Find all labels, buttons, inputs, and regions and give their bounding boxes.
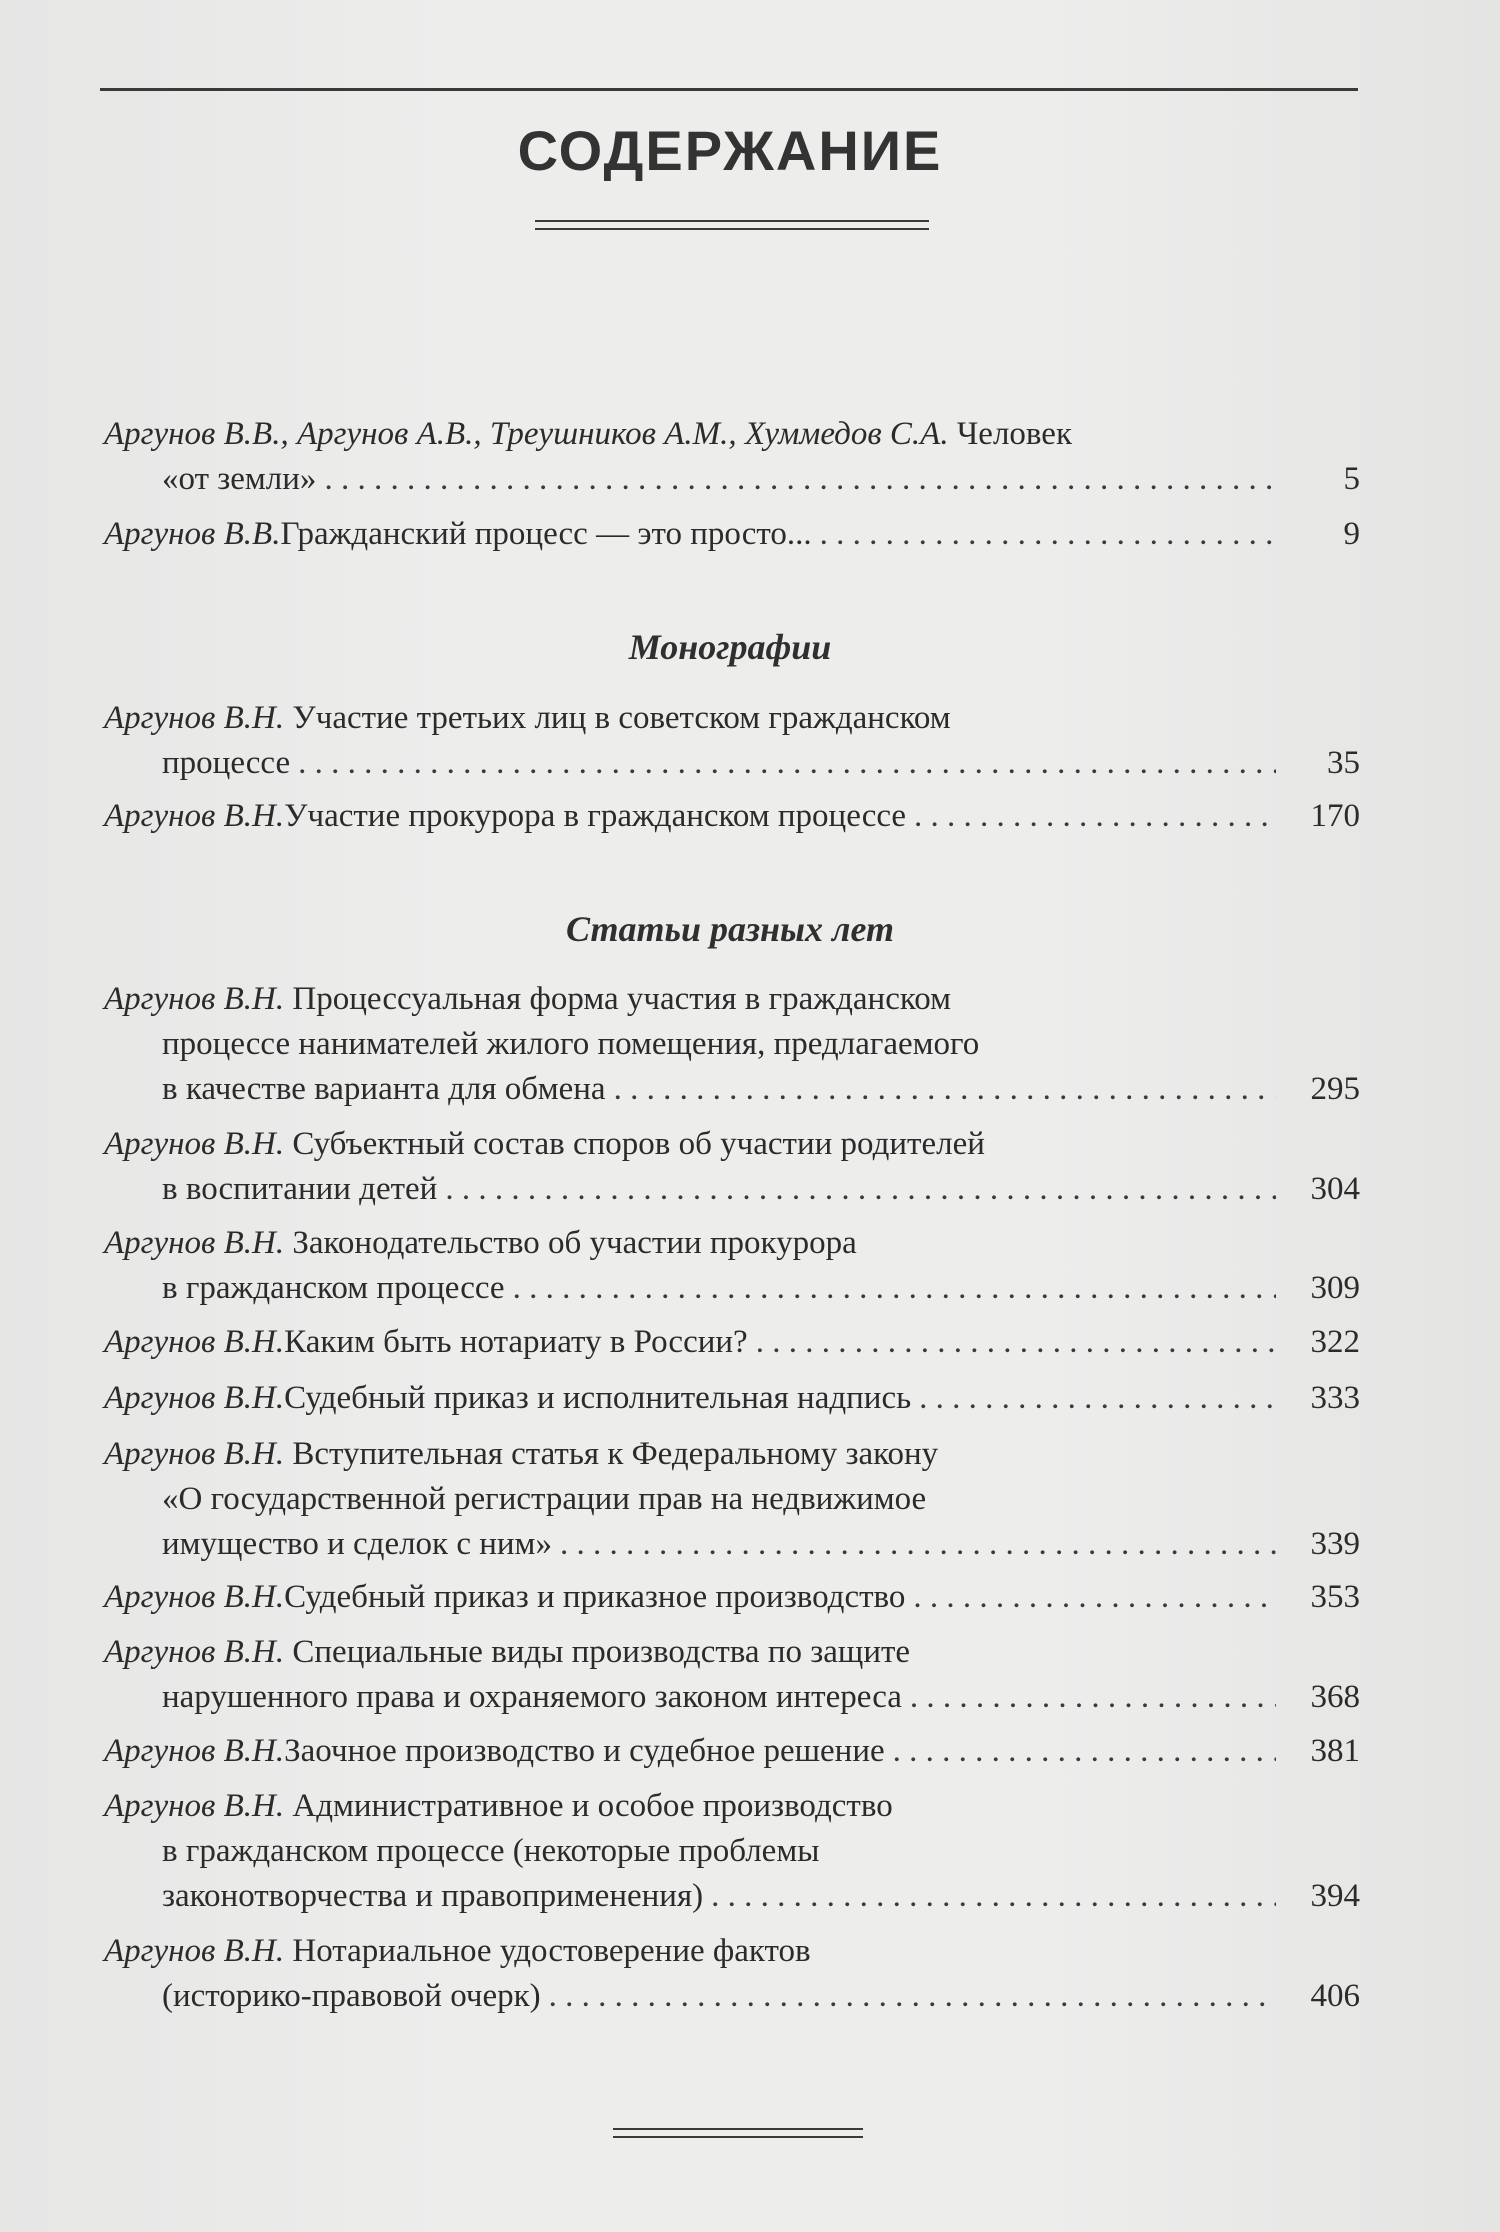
entry-title: Участие прокурора в гражданском процессе xyxy=(284,798,907,834)
entry-title: Судебный приказ и исполнительная надпись xyxy=(284,1380,912,1416)
toc-entry xyxy=(104,794,1360,839)
toc-entry xyxy=(104,1122,1360,1212)
entry-title: Судебный приказ и приказное производство xyxy=(284,1579,906,1615)
dot-leader xyxy=(919,1376,1276,1421)
page-number: 5 xyxy=(1343,461,1360,497)
toc-entry xyxy=(104,1320,1360,1365)
page-number: 406 xyxy=(1310,1978,1360,2014)
dot-leader xyxy=(513,1266,1276,1311)
toc-entry xyxy=(104,512,1360,557)
entry-title: нарушенного права и охраняемого законом интереса xyxy=(162,1679,902,1715)
entry-author: Аргунов В.В., Аргунов А.В., Треушников А.М., Хуммедов С.А. xyxy=(104,416,949,452)
entry-title: Субъектный состав споров об участии родителей xyxy=(284,1126,985,1162)
entry-author: Аргунов В.Н. xyxy=(104,700,285,736)
entry-title: Каким быть нотариату в России? xyxy=(284,1324,748,1360)
dot-leader xyxy=(324,457,1276,502)
entry-title: Гражданский процесс — это просто... xyxy=(280,516,812,552)
top-rule xyxy=(100,88,1358,91)
entry-author: Аргунов В.Н. xyxy=(104,1733,285,1769)
dot-leader xyxy=(914,794,1276,839)
entry-title: Нотариальное удостоверение фактов xyxy=(284,1933,811,1969)
entry-title: имущество и сделок с ним» xyxy=(162,1526,552,1562)
page-title: СОДЕРЖАНИЕ xyxy=(517,119,943,182)
entry-title: процессе xyxy=(162,745,291,781)
toc-entry xyxy=(104,1432,1360,1567)
bottom-double-rule xyxy=(613,2128,863,2138)
section-heading: Монографии xyxy=(628,627,832,667)
toc-entry xyxy=(104,1784,1360,1919)
dot-leader xyxy=(910,1675,1276,1720)
entry-author: Аргунов В.Н. xyxy=(104,1579,285,1615)
page-number: 35 xyxy=(1327,745,1360,781)
entry-title: Участие третьих лиц в советском гражданском xyxy=(284,700,951,736)
entry-author: Аргунов В.Н. xyxy=(104,1634,285,1670)
entry-author: Аргунов В.Н. xyxy=(104,1225,285,1261)
toc-entry xyxy=(104,1221,1360,1311)
entry-author: Аргунов В.Н. xyxy=(104,798,285,834)
entry-title: (историко-правовой очерк) xyxy=(162,1978,541,2014)
entry-title: процессе нанимателей жилого помещения, предлагаемого xyxy=(162,1026,980,1062)
page-number: 381 xyxy=(1310,1733,1360,1769)
page-number: 9 xyxy=(1343,516,1360,552)
page-number: 353 xyxy=(1310,1579,1360,1615)
entry-title: «от земли» xyxy=(162,461,317,497)
toc-entry xyxy=(104,1729,1360,1774)
entry-title: Законодательство об участии прокурора xyxy=(284,1225,857,1261)
entry-title: Процессуальная форма участия в гражданском xyxy=(284,981,951,1017)
entry-title: в гражданском процессе xyxy=(162,1270,505,1306)
dot-leader xyxy=(549,1974,1276,2019)
entry-author: Аргунов В.Н. xyxy=(104,1436,285,1472)
section-heading: Статьи разных лет xyxy=(566,909,894,949)
dot-leader xyxy=(820,512,1276,557)
dot-leader xyxy=(614,1067,1276,1112)
dot-leader xyxy=(913,1575,1276,1620)
dot-leader xyxy=(560,1522,1276,1567)
toc-entry xyxy=(104,1929,1360,2019)
entry-title: Административное и особое производство xyxy=(284,1788,893,1824)
entry-title: Специальные виды производства по защите xyxy=(284,1634,911,1670)
page-number: 368 xyxy=(1310,1679,1360,1715)
dot-leader xyxy=(893,1729,1276,1774)
entry-author: Аргунов В.Н. xyxy=(104,1933,285,1969)
entry-title: в воспитании детей xyxy=(162,1171,438,1207)
page-number: 322 xyxy=(1310,1324,1360,1360)
page-number: 394 xyxy=(1310,1878,1360,1914)
entry-author: Аргунов В.В. xyxy=(104,516,281,552)
entry-title: в качестве варианта для обмена xyxy=(162,1071,606,1107)
dot-leader xyxy=(298,741,1276,786)
entry-author: Аргунов В.Н. xyxy=(104,1126,285,1162)
dot-leader xyxy=(756,1320,1276,1365)
dot-leader xyxy=(711,1874,1276,1919)
toc-entry xyxy=(104,1630,1360,1720)
toc-entry xyxy=(104,1575,1360,1620)
entry-author: Аргунов В.Н. xyxy=(104,1380,285,1416)
dot-leader xyxy=(445,1167,1276,1212)
page-number: 295 xyxy=(1310,1071,1360,1107)
page-number: 339 xyxy=(1310,1526,1360,1562)
toc-entry xyxy=(104,696,1360,786)
entry-title: Вступительная статья к Федеральному закону xyxy=(284,1436,939,1472)
entry-title: законотворчества и правоприменения) xyxy=(162,1878,704,1914)
entry-title: Заочное производство и судебное решение xyxy=(284,1733,885,1769)
page-number: 309 xyxy=(1310,1270,1360,1306)
title-double-rule xyxy=(535,220,929,230)
toc-entry xyxy=(104,412,1360,502)
toc-entry xyxy=(104,977,1360,1112)
entry-title: Человек xyxy=(948,416,1072,452)
entry-title: «О государственной регистрации прав на недвижимое xyxy=(162,1481,927,1517)
entry-author: Аргунов В.Н. xyxy=(104,1788,285,1824)
entry-title: в гражданском процессе (некоторые проблемы xyxy=(162,1833,820,1869)
entry-author: Аргунов В.Н. xyxy=(104,981,285,1017)
toc-entry xyxy=(104,1376,1360,1421)
page-number: 170 xyxy=(1310,798,1360,834)
page-number: 333 xyxy=(1310,1380,1360,1416)
page-number: 304 xyxy=(1310,1171,1360,1207)
entry-author: Аргунов В.Н. xyxy=(104,1324,285,1360)
